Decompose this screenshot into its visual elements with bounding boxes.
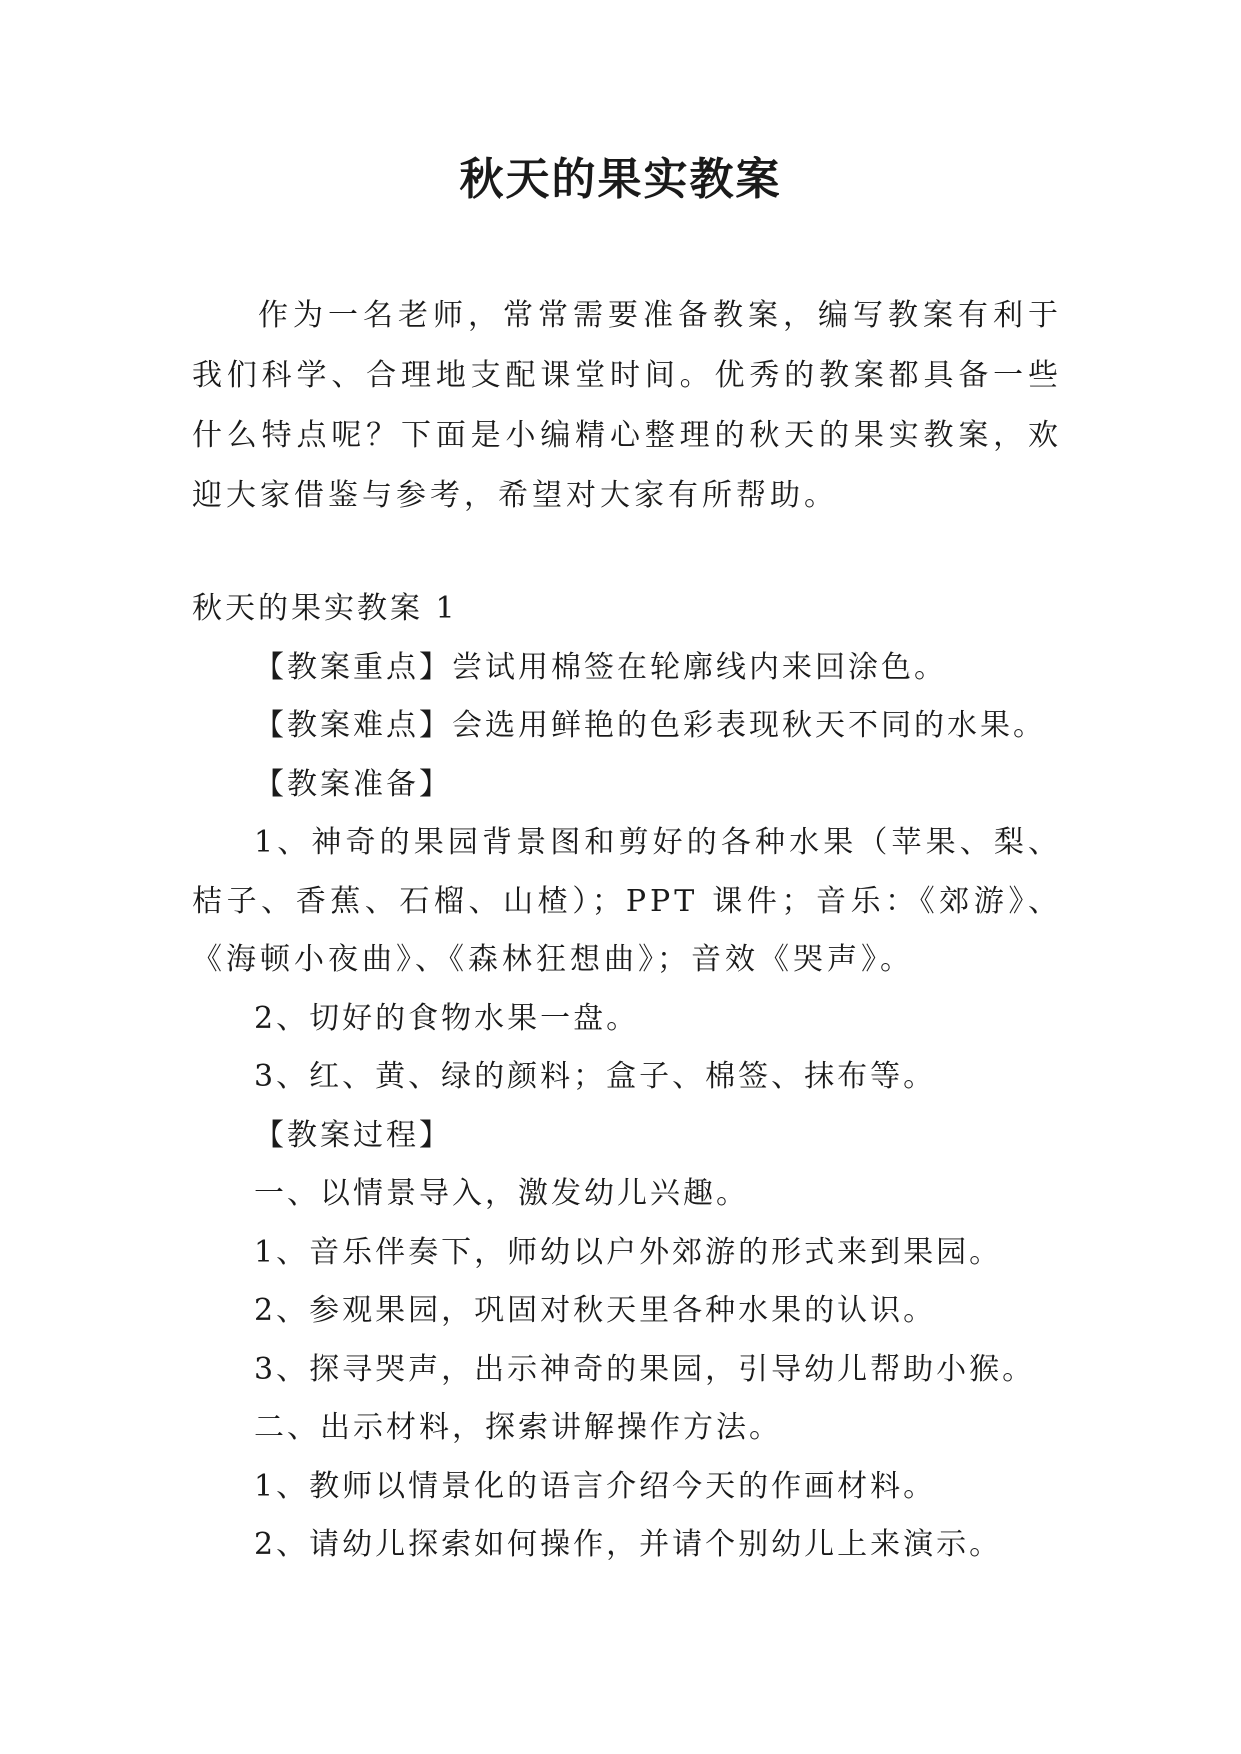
body-line: 1、教师以情景化的语言介绍今天的作画材料。 bbox=[254, 1468, 937, 1504]
body-line: 3、红、黄、绿的颜料；盒子、棉签、抹布等。 bbox=[254, 1059, 937, 1094]
body-line: 2、参观果园，巩固对秋天里各种水果的认识。 bbox=[254, 1293, 937, 1328]
document-title: 秋天的果实教案 bbox=[459, 154, 782, 205]
body-line: 3、探寻哭声，出示神奇的果园，引导幼儿帮助小猴。 bbox=[254, 1351, 1036, 1387]
body-line: 1、音乐伴奏下，师幼以户外郊游的形式来到果园。 bbox=[254, 1234, 1003, 1270]
document-body bbox=[192, 580, 1092, 1575]
body-line: 【教案重点】尝试用棉签在轮廓线内来回涂色。 bbox=[254, 649, 947, 685]
body-line: 【教案准备】 bbox=[254, 766, 452, 802]
body-line: 一、以情景导入，激发幼儿兴趣。 bbox=[254, 1176, 749, 1211]
section-heading: 秋天的果实教案 1 bbox=[192, 591, 458, 626]
body-line: 2、请幼儿探索如何操作，并请个别幼儿上来演示。 bbox=[254, 1527, 1003, 1562]
intro-paragraph: 作为一名老师，常常需要准备教案，编写教案有利于我们科学、合理地支配课堂时间。优秀的教案都具备一些什么特点呢？下面是小编精心整理的秋天的果实教案，欢迎大家借鉴与参考，希望对大家有所帮助。 bbox=[192, 298, 1062, 513]
body-line: 2、切好的食物水果一盘。 bbox=[254, 1000, 640, 1036]
body-line: 【教案难点】会选用鲜艳的色彩表现秋天不同的水果。 bbox=[254, 708, 1046, 743]
body-paragraph: 1、神奇的果园背景图和剪好的各种水果（苹果、梨、桔子、香蕉、石榴、山楂）；PPT 课件；音乐：《郊游》、《海顿小夜曲》、《森林狂想曲》；音效《哭声》。 bbox=[192, 825, 1062, 977]
body-line: 【教案过程】 bbox=[254, 1117, 452, 1153]
body-line: 二、出示材料，探索讲解操作方法。 bbox=[254, 1410, 782, 1445]
